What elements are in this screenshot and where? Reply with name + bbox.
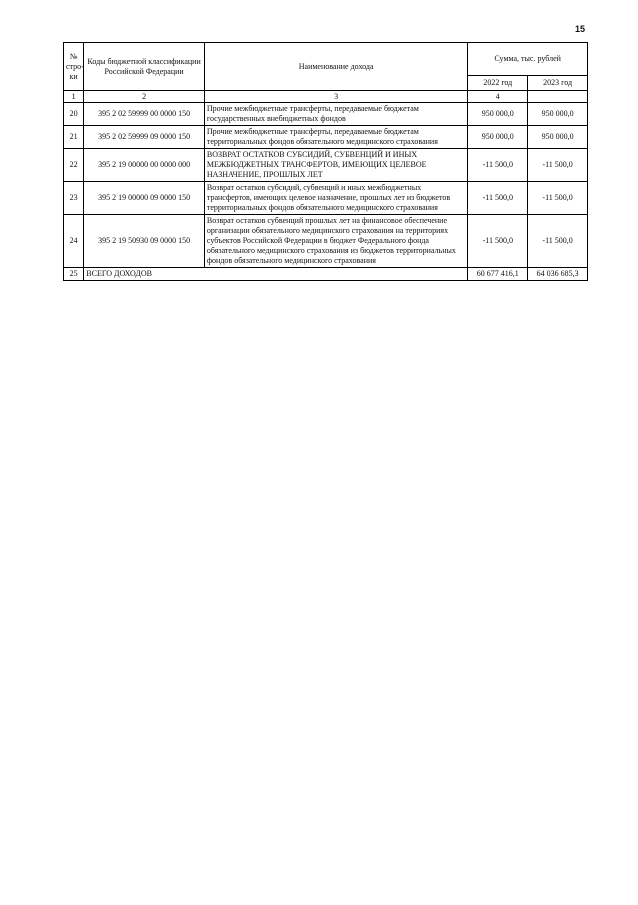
table-row bbox=[64, 182, 588, 215]
budget-code: 395 2 19 50930 09 0000 150 bbox=[84, 215, 205, 268]
budget-code: 395 2 19 00000 09 0000 150 bbox=[84, 182, 205, 215]
sum-2022: 950 000,0 bbox=[468, 126, 528, 149]
total-label: ВСЕГО ДОХОДОВ bbox=[84, 268, 468, 281]
row-number: 20 bbox=[64, 103, 84, 126]
index-cell: 1 bbox=[64, 91, 84, 103]
sum-2022: -11 500,0 bbox=[468, 149, 528, 182]
sum-2023: 950 000,0 bbox=[528, 103, 588, 126]
sum-2023: -11 500,0 bbox=[528, 182, 588, 215]
header-codes: Коды бюджетной классификации Российской Федерации bbox=[84, 43, 205, 91]
budget-code: 395 2 02 59999 00 0000 150 bbox=[84, 103, 205, 126]
table-row bbox=[64, 103, 588, 126]
index-cell: 2 bbox=[84, 91, 205, 103]
total-2023: 64 036 685,3 bbox=[528, 268, 588, 281]
row-number: 25 bbox=[64, 268, 84, 281]
header-year-2023: 2023 год bbox=[528, 76, 588, 91]
budget-code: 395 2 19 00000 00 0000 000 bbox=[84, 149, 205, 182]
revenue-table bbox=[63, 42, 588, 281]
header-sum: Сумма, тыс. рублей bbox=[468, 43, 588, 76]
sum-2023: -11 500,0 bbox=[528, 215, 588, 268]
table-row bbox=[64, 149, 588, 182]
header-row-num: № стро-ки bbox=[64, 43, 84, 91]
index-cell: 3 bbox=[204, 91, 468, 103]
revenue-name: ВОЗВРАТ ОСТАТКОВ СУБСИДИЙ, СУБВЕНЦИЙ И ИНЫХ МЕЖБЮДЖЕТНЫХ ТРАНСФЕРТОВ, ИМЕЮЩИХ ЦЕЛЕВОЕ НАЗНАЧЕНИЕ, ПРОШЛЫХ ЛЕТ bbox=[204, 149, 468, 182]
total-row bbox=[64, 268, 588, 281]
row-number: 24 bbox=[64, 215, 84, 268]
sum-2023: -11 500,0 bbox=[528, 149, 588, 182]
sum-2022: 950 000,0 bbox=[468, 103, 528, 126]
budget-code: 395 2 02 59999 09 0000 150 bbox=[84, 126, 205, 149]
page-number: 15 bbox=[574, 24, 585, 34]
header-year-2022: 2022 год bbox=[468, 76, 528, 91]
revenue-name: Прочие межбюджетные трансферты, передаваемые бюджетам территориальных фондов обязательного медицинского страхования bbox=[204, 126, 468, 149]
revenue-name: Прочие межбюджетные трансферты, передаваемые бюджетам государственных внебюджетных фондов bbox=[204, 103, 468, 126]
row-number: 21 bbox=[64, 126, 84, 149]
index-cell: 4 bbox=[468, 91, 528, 103]
table-row bbox=[64, 126, 588, 149]
table-row bbox=[64, 215, 588, 268]
total-2022: 60 677 416,1 bbox=[468, 268, 528, 281]
revenue-name: Возврат остатков субсидий, субвенций и иных межбюджетных трансфертов, имеющих целевое назначение, прошлых лет из бюджетов территориальных фондов обязательного медицинского страхования bbox=[204, 182, 468, 215]
row-number: 22 bbox=[64, 149, 84, 182]
index-cell bbox=[528, 91, 588, 103]
row-number: 23 bbox=[64, 182, 84, 215]
sum-2022: -11 500,0 bbox=[468, 182, 528, 215]
revenue-name: Возврат остатков субвенций прошлых лет на финансовое обеспечение организации обязательного медицинского страхования на территориях субъектов Российской Федерации в бюджет Федерального фонда обязательного медицинского страхования из бюджетов территориальных фондов обязательного медицинского страхования bbox=[204, 215, 468, 268]
sum-2023: 950 000,0 bbox=[528, 126, 588, 149]
sum-2022: -11 500,0 bbox=[468, 215, 528, 268]
header-name: Наименование дохода bbox=[204, 43, 468, 91]
